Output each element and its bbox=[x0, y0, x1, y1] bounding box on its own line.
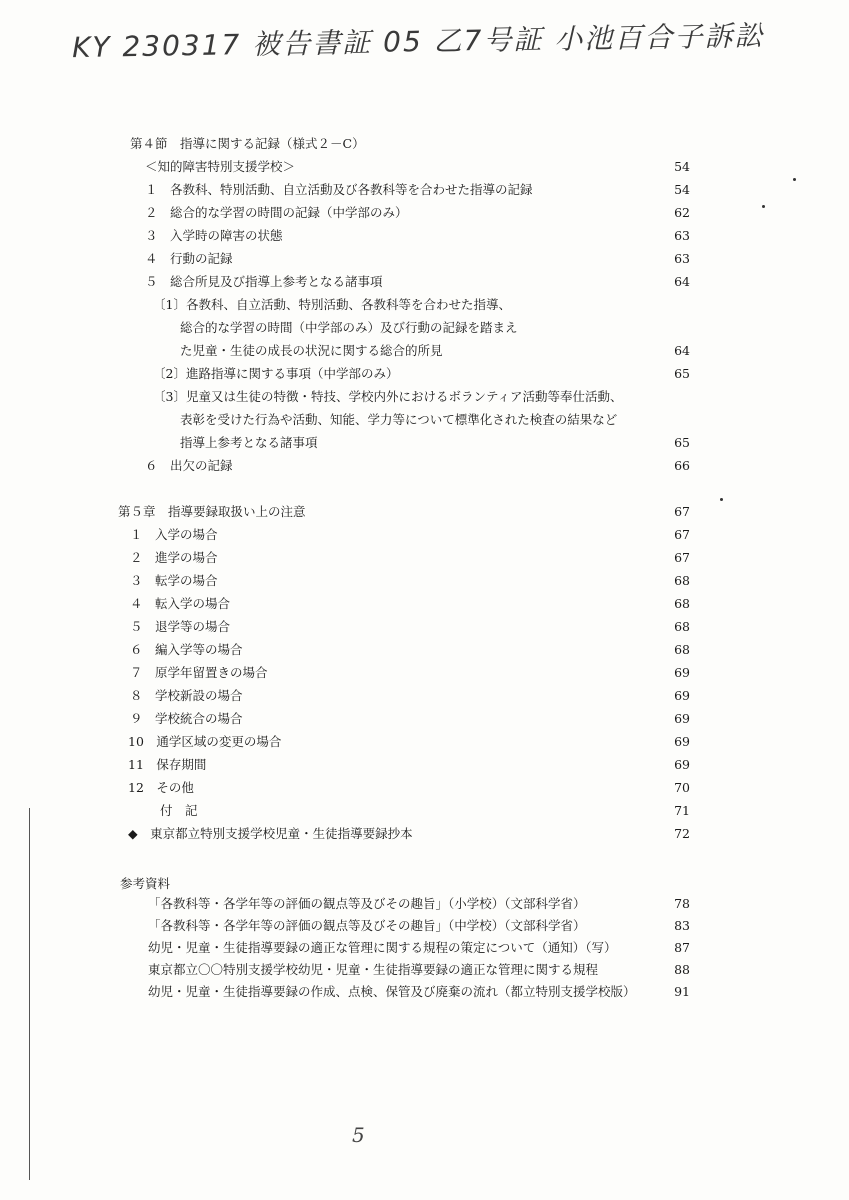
toc-entry-page: 68 bbox=[674, 573, 690, 588]
toc-entry-page: 66 bbox=[674, 458, 690, 473]
toc-entry-label: ５ 総合所見及び指導上参考となる諸事項 bbox=[145, 274, 383, 289]
toc-entry-label: 第４節 指導に関する記録（様式２－C） bbox=[130, 136, 365, 151]
scan-speck bbox=[793, 178, 796, 181]
toc-entry-label: 総合的な学習の時間（中学部のみ）及び行動の記録を踏まえ bbox=[180, 320, 518, 335]
toc-entry-label: ７ 原学年留置きの場合 bbox=[130, 665, 268, 680]
toc-entry-page: 63 bbox=[674, 228, 690, 243]
toc-entry-label: ２ 総合的な学習の時間の記録（中学部のみ） bbox=[145, 205, 408, 220]
toc-entry-label: 11 保存期間 bbox=[128, 757, 207, 772]
toc-entry-page: 88 bbox=[674, 962, 690, 977]
toc-entry-page: 68 bbox=[674, 619, 690, 634]
toc-entry-page: 91 bbox=[674, 984, 690, 999]
toc-entry-label: ３ 入学時の障害の状態 bbox=[145, 228, 283, 243]
toc-entry-label: 指導上参考となる諸事項 bbox=[180, 435, 318, 450]
toc-entry-page: 69 bbox=[674, 688, 690, 703]
toc-entry-page: 64 bbox=[674, 343, 690, 358]
toc-entry-page: 63 bbox=[674, 251, 690, 266]
toc-entry-label: ４ 行動の記録 bbox=[145, 251, 233, 266]
toc-entry-label: た児童・生徒の成長の状況に関する総合的所見 bbox=[180, 343, 443, 358]
toc-entry-label: 〔3〕児童又は生徒の特徴・特技、学校内外におけるボランティア活動等奉仕活動、 bbox=[153, 389, 623, 404]
toc-entry-label: 「各教科等・各学年等の評価の観点等及びその趣旨」（小学校）（文部科学省） bbox=[148, 896, 586, 911]
toc-entry-page: 69 bbox=[674, 665, 690, 680]
toc-entry-label: １ 各教科、特別活動、自立活動及び各教科等を合わせた指導の記録 bbox=[145, 182, 533, 197]
margin-line bbox=[29, 808, 30, 1180]
toc-entry-page: 70 bbox=[674, 780, 690, 795]
toc-entry-page: 87 bbox=[674, 940, 690, 955]
toc-entry-page: 54 bbox=[674, 182, 690, 197]
toc-entry-page: 67 bbox=[674, 550, 690, 565]
toc-entry-label: 幼児・児童・生徒指導要録の作成、点検、保管及び廃棄の流れ（都立特別支援学校版） bbox=[148, 984, 636, 999]
toc-entry-label: ２ 進学の場合 bbox=[130, 550, 218, 565]
toc-entry-label: 表彰を受けた行為や活動、知能、学力等について標準化された検査の結果など bbox=[180, 412, 618, 427]
page-number: 5 bbox=[352, 1123, 365, 1147]
toc-entry-page: 65 bbox=[674, 366, 690, 381]
toc-entry-label: 幼児・児童・生徒指導要録の適正な管理に関する規程の策定について（通知）（写） bbox=[148, 940, 617, 955]
toc-entry-page: 65 bbox=[674, 435, 690, 450]
toc-entry-label: 〔1〕各教科、自立活動、特別活動、各教科等を合わせた指導、 bbox=[153, 297, 511, 312]
toc-entry-label: 第５章 指導要録取扱い上の注意 bbox=[118, 504, 306, 519]
toc-entry-label: ◆ 東京都立特別支援学校児童・生徒指導要録抄本 bbox=[128, 826, 413, 841]
toc-entry-page: 64 bbox=[674, 274, 690, 289]
toc-entry-label: ５ 退学等の場合 bbox=[130, 619, 231, 634]
toc-entry-page: 83 bbox=[674, 918, 690, 933]
toc-entry-page: 69 bbox=[674, 734, 690, 749]
toc-entry-label: １ 入学の場合 bbox=[130, 527, 218, 542]
toc-entry-page: 62 bbox=[674, 205, 690, 220]
toc-entry-label: 付 記 bbox=[160, 803, 198, 818]
toc-entry-page: 68 bbox=[674, 642, 690, 657]
toc-entry-label: 10 通学区域の変更の場合 bbox=[128, 734, 282, 749]
handwritten-annotation: KY 230317 被告書証 05 乙7号証 小池百合子訴訟 bbox=[71, 19, 765, 65]
toc-entry-label: 参考資料 bbox=[120, 876, 171, 891]
toc-entry-page: 69 bbox=[674, 711, 690, 726]
toc-entry-label: ＜知的障害特別支援学校＞ bbox=[145, 159, 296, 174]
toc-entry-page: 71 bbox=[674, 803, 690, 818]
toc-entry-page: 72 bbox=[674, 826, 690, 841]
toc-entry-label: 東京都立〇〇特別支援学校幼児・児童・生徒指導要録の適正な管理に関する規程 bbox=[148, 962, 599, 977]
toc-entry-page: 69 bbox=[674, 757, 690, 772]
toc-entry-label: 「各教科等・各学年等の評価の観点等及びその趣旨」（中学校）（文部科学省） bbox=[148, 918, 586, 933]
toc-entry-page: 67 bbox=[674, 527, 690, 542]
scan-speck bbox=[720, 498, 723, 501]
toc-entry-label: ６ 出欠の記録 bbox=[145, 458, 233, 473]
toc-entry-label: 12 その他 bbox=[128, 780, 194, 795]
toc-entry-label: ４ 転入学の場合 bbox=[130, 596, 231, 611]
toc-entry-label: 〔2〕進路指導に関する事項（中学部のみ） bbox=[153, 366, 399, 381]
scan-speck bbox=[762, 205, 765, 208]
toc-entry-label: ９ 学校統合の場合 bbox=[130, 711, 243, 726]
toc-entry-page: 68 bbox=[674, 596, 690, 611]
toc-entry-page: 78 bbox=[674, 896, 690, 911]
toc-entry-label: ８ 学校新設の場合 bbox=[130, 688, 243, 703]
toc-entry-page: 54 bbox=[674, 159, 690, 174]
toc-entry-label: ６ 編入学等の場合 bbox=[130, 642, 243, 657]
toc-entry-label: ３ 転学の場合 bbox=[130, 573, 218, 588]
toc-entry-page: 67 bbox=[674, 504, 690, 519]
